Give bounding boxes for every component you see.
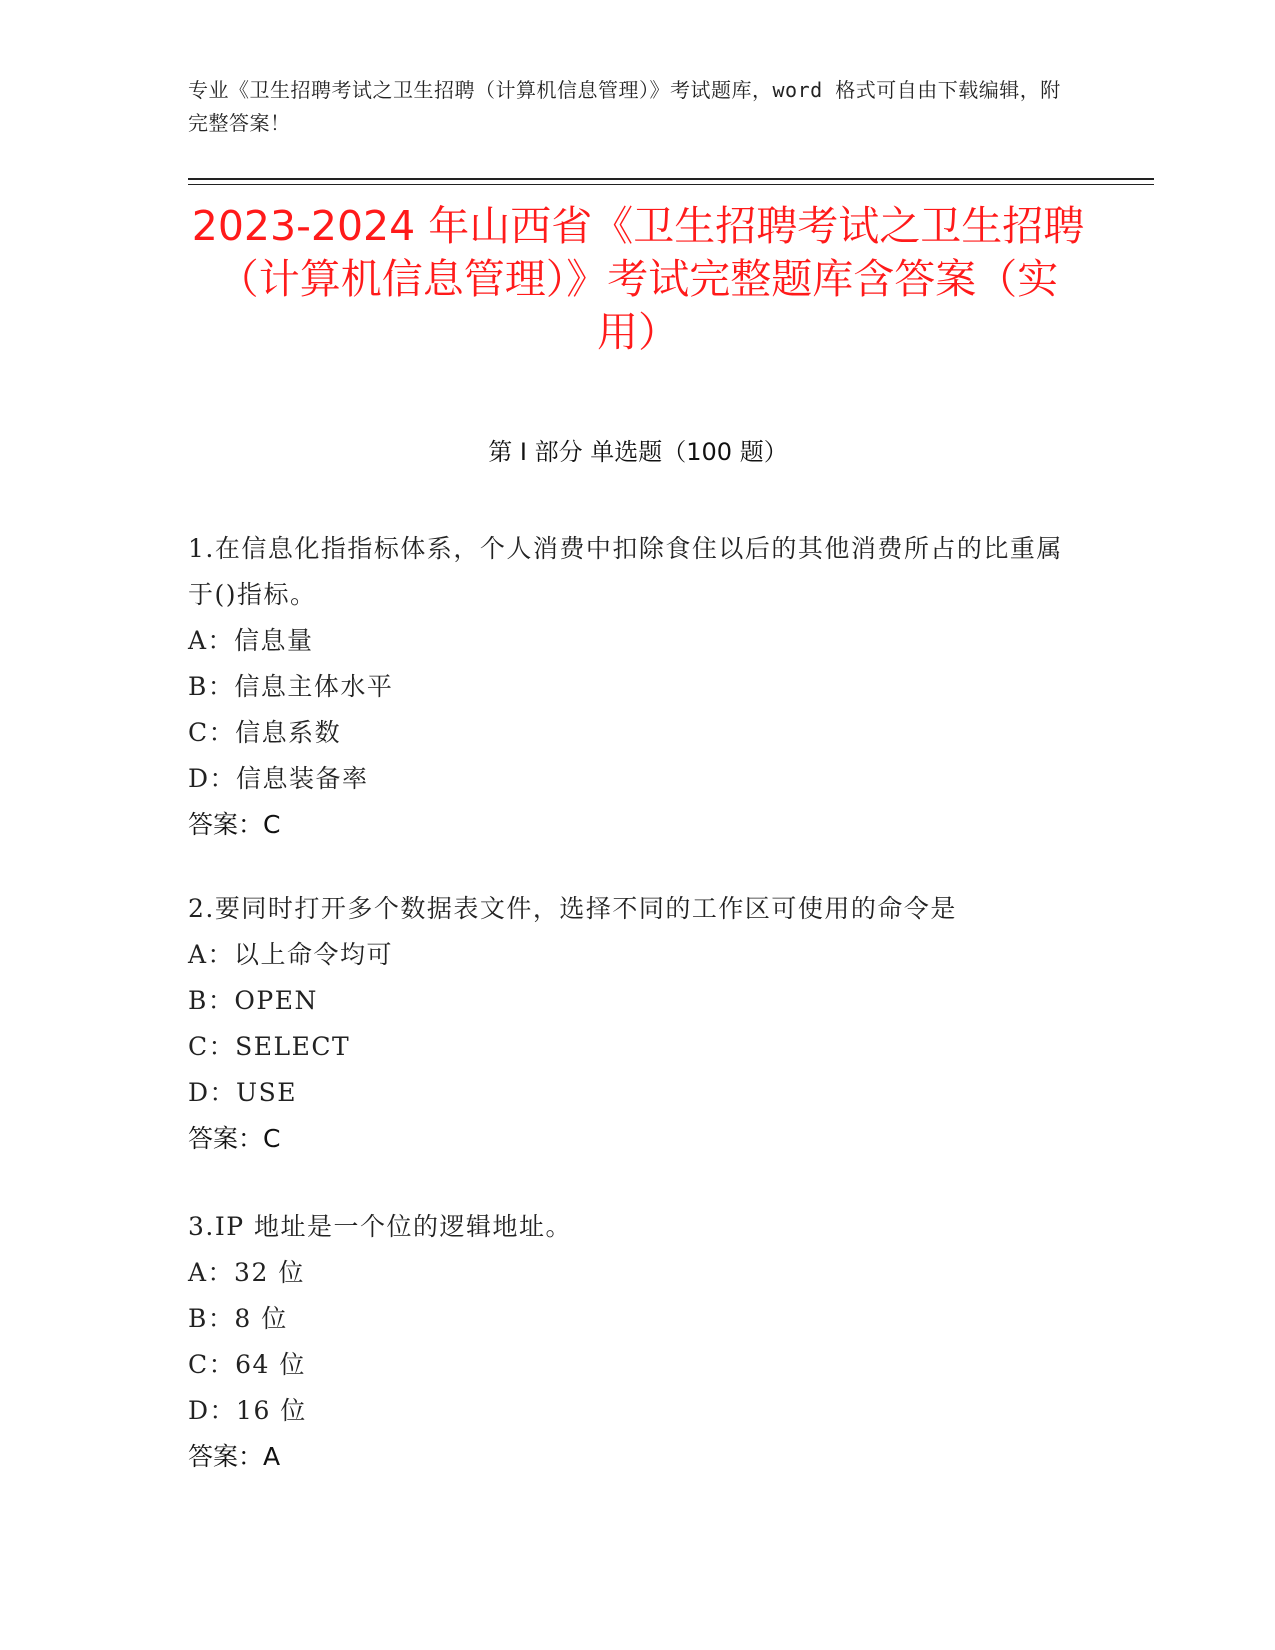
option-b: B：8 位	[188, 1304, 288, 1333]
answer: 答案：C	[188, 810, 281, 839]
header-rule-thick	[188, 178, 1154, 180]
option-a: A：以上命令均可	[188, 940, 394, 969]
option-b: B：信息主体水平	[188, 672, 394, 701]
header-note: 专业《卫生招聘考试之卫生招聘（计算机信息管理）》考试题库，word 格式可自由下载编辑，附完整答案！	[188, 78, 1061, 135]
question-stem: 3.IP 地址是一个位的逻辑地址。	[188, 1212, 572, 1241]
option-d: D：16 位	[188, 1396, 307, 1425]
question-3	[188, 1204, 1088, 1480]
header-rule-thin	[188, 184, 1154, 185]
question-stem: 1.在信息化指指标体系，个人消费中扣除食住以后的其他消费所占的比重属于()指标。	[188, 534, 1063, 609]
option-b: B：OPEN	[188, 986, 318, 1015]
answer: 答案：C	[188, 1124, 281, 1153]
question-1	[188, 526, 1088, 848]
question-stem: 2.要同时打开多个数据表文件，选择不同的工作区可使用的命令是	[188, 894, 957, 923]
option-d: D：信息装备率	[188, 764, 369, 793]
option-d: D：USE	[188, 1078, 297, 1107]
answer: 答案：A	[188, 1442, 281, 1471]
document-title: 2023-2024 年山西省《卫生招聘考试之卫生招聘（计算机信息管理）》考试完整题库含答案（实用）	[191, 202, 1085, 356]
option-a: A：32 位	[188, 1258, 305, 1287]
option-c: C：64 位	[188, 1350, 306, 1379]
option-a: A：信息量	[188, 626, 314, 655]
option-c: C：信息系数	[188, 718, 342, 747]
option-c: C：SELECT	[188, 1032, 351, 1061]
section-title: 第 I 部分 单选题（100 题）	[488, 438, 788, 466]
question-2	[188, 886, 1088, 1162]
